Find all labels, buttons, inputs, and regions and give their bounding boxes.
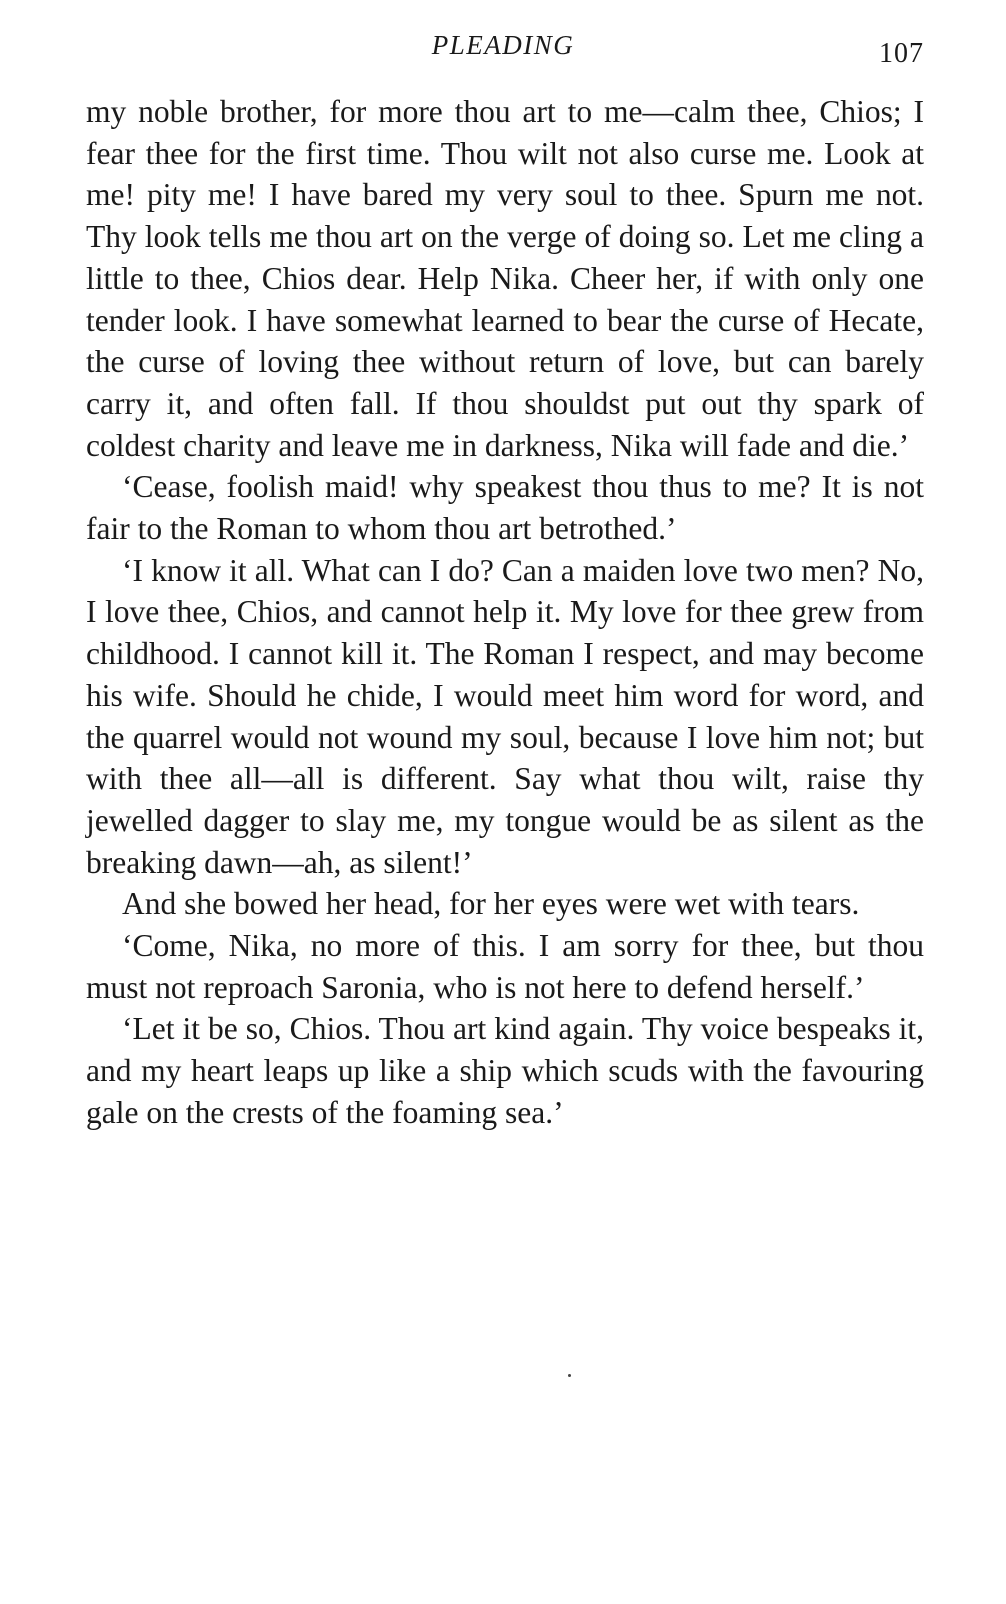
body-text — [86, 91, 924, 1134]
page-number: 107 — [879, 38, 924, 69]
paragraph: ‘Let it be so, Chios. Thou art kind again. Thy voice bespeaks it, and my heart leaps up like a ship which scuds with the favouring gale on the crests of the foaming sea.’ — [86, 1011, 924, 1130]
paragraph: ‘Cease, foolish maid! why speakest thou thus to me? It is not fair to the Roman to whom thou art betrothed.’ — [86, 469, 924, 547]
paragraph: ‘Come, Nika, no more of this. I am sorry for thee, but thou must not reproach Saronia, who is not here to defend herself.’ — [86, 928, 924, 1005]
paragraph: ‘I know it all. What can I do? Can a maiden love two men? No, I love thee, Chios, and cannot help it. My love for thee grew from childhood. I cannot kill it. The Roman I respect, and may become his wife. Should he chide, I would meet him word for word, and the quarrel would not wound my soul, because I love him not; but with thee all—all is different. Say what thou wilt, raise thy jewelled dagger to slay me, my tongue would be as silent as the breaking dawn—ah, as silent!’ — [86, 552, 924, 880]
paragraph: And she bowed her head, for her eyes were wet with tears. — [122, 886, 860, 922]
print-speck — [568, 1374, 571, 1377]
paragraph-continued: my noble brother, for more thou art to me—calm thee, Chios; I fear thee for the first time. Thou wilt not also curse me. Look at me! pity me! I have bared my very soul to thee. Spurn me not. Thy look tells me thou art on the verge of doing so. Let me cling a little to thee, Chios dear. Help Nika. Cheer her, if with only one tender look. I have somewhat learned to bear the curse of Hecate, the curse of loving thee without return of love, but can barely carry it, and often fall. If thou shouldst put out thy spark of coldest charity and leave me in darkness, Nika will fade and die.’ — [86, 94, 924, 463]
running-head-title: PLEADING — [431, 30, 575, 60]
